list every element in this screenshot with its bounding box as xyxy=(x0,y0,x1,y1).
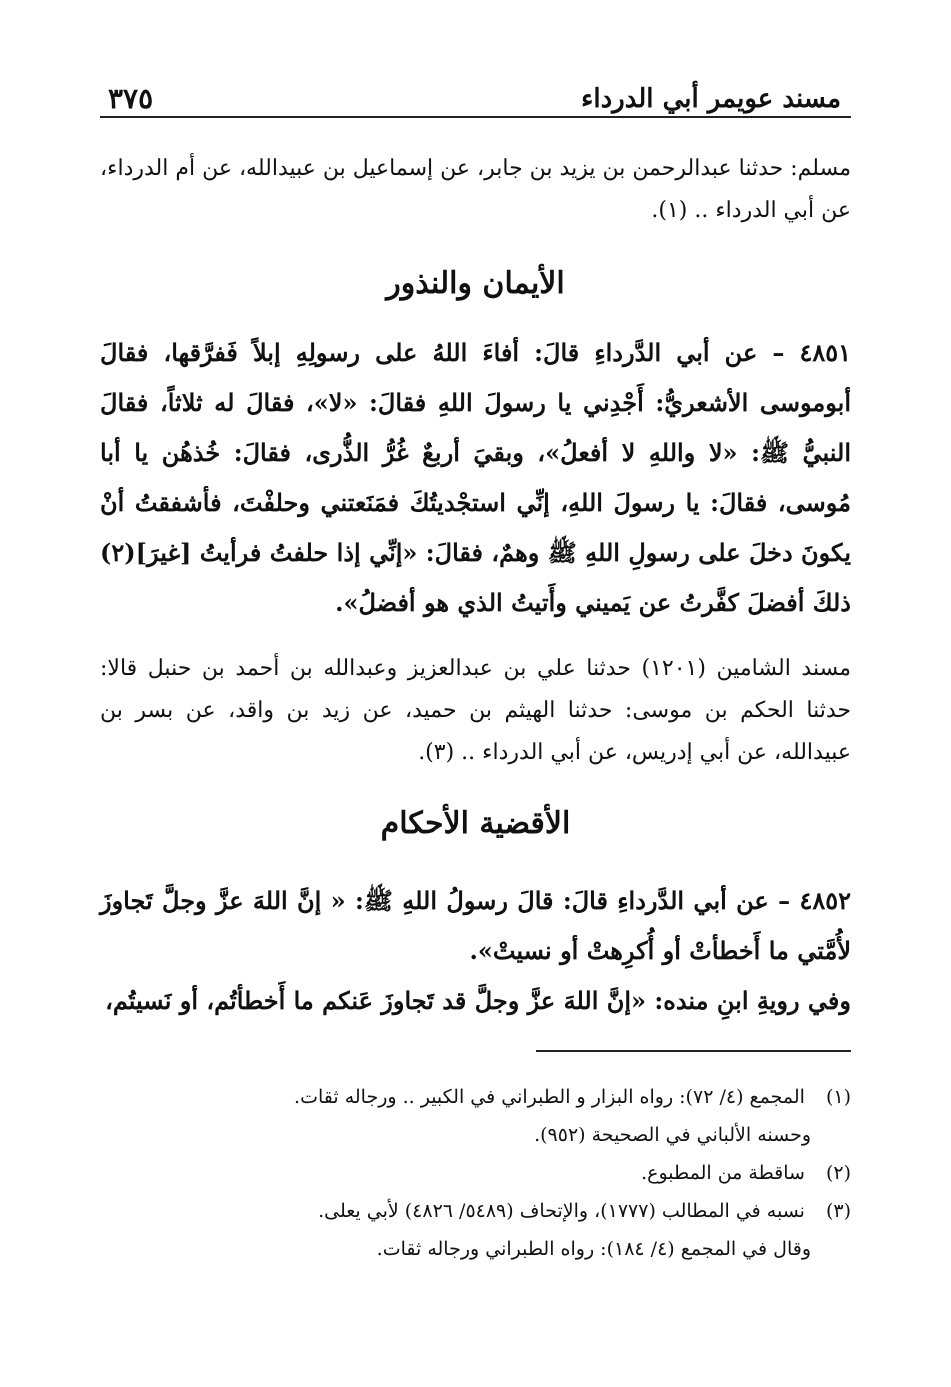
footnote-1 xyxy=(100,1078,851,1116)
footnote-number: (٣) xyxy=(825,1200,851,1222)
page-number: ٣٧٥ xyxy=(108,82,154,115)
section-title-oaths: الأيمان والنذور xyxy=(386,266,565,301)
footnote-3-continued xyxy=(100,1230,851,1268)
running-header xyxy=(100,80,851,120)
hadith-4851-source: مسند الشامين (١٢٠١) حدثنا علي بن عبدالعزيز وعبدالله بن أحمد بن حنبل قالا: حدثنا الحكم بن موسى: حدثنا الهيثم بن حميد، عن زيد بن واقد، عن بسر بن عبيدالله، عن أبي إدريس، عن أبي الدرداء .. (٣). xyxy=(100,656,852,765)
footnote-text: ساقطة من المطبوع. xyxy=(641,1162,805,1184)
footnote-number: (٢) xyxy=(825,1162,851,1184)
footnote-text: وقال في المجمع (٤/ ١٨٤): رواه الطبراني ورجاله ثقات. xyxy=(376,1238,811,1260)
header-rule xyxy=(100,116,851,118)
running-title: مسند عويمر أبي الدرداء xyxy=(581,84,841,114)
footnote-text: المجمع (٤/ ٧٢): رواه البزار و الطبراني في الكبير .. ورجاله ثقات. xyxy=(294,1086,805,1108)
section-title-judgments: الأقضية الأحكام xyxy=(380,806,571,841)
intro-line-2: عن أبي الدرداء .. (١). xyxy=(651,198,851,223)
intro-line-1: مسلم: حدثنا عبدالرحمن بن يزيد بن جابر، عن إسماعيل بن عبيدالله، عن أم الدرداء، xyxy=(100,156,851,181)
footnotes xyxy=(100,1078,851,1268)
footnote-1-continued xyxy=(100,1116,851,1154)
hadith-4852: ٤٨٥٢ – عن أبي الدَّرداءِ قالَ: قالَ رسولُ اللهِ ﷺ: « إنَّ اللهَ عزَّ وجلَّ تَجاوزَ لأُمَّتي ما أَخطأتْ أو أُكرِهتْ أو نسيتْ». xyxy=(100,886,851,965)
hadith-4852-variant: وفي رويةِ ابنِ منده: «إنَّ اللهَ عزَّ وجلَّ قد تَجاوزَ عَنكم ما أَخطأتُم، أو نَسيتُم، xyxy=(105,986,851,1015)
intro-isnad xyxy=(100,148,851,232)
footnote-text: نسبه في المطالب (١٧٧٧)، والإتحاف (٥٤٨٩/ ٤٨٢٦) لأبي يعلى. xyxy=(318,1200,805,1222)
footnote-number: (١) xyxy=(825,1086,851,1108)
footnote-3 xyxy=(100,1192,851,1230)
footnote-text: وحسنه الألباني في الصحيحة (٩٥٢). xyxy=(534,1124,811,1146)
hadith-4851: ٤٨٥١ – عن أبي الدَّرداءِ قالَ: أفاءَ اللهُ على رسولِهِ إبلاً فَفرَّقها، فقالَ أبوموسى الأشعريُّ: أَجْدِني يا رسولَ اللهِ فقالَ: «لا»، فقالَ له ثلاثاً، فقالَ النبيُّ ﷺ: «لا واللهِ لا أفعلُ»، وبقيَ أربعٌ غُرُّ الذُّرى، فقالَ: خُذهُن يا أبا مُوسى، فقالَ: يا رسولَ اللهِ، إنِّي استجْديتُكَ فمَنَعتني وحلفْتَ، فأشفقتُ أنْ يكونَ دخلَ على رسولِ اللهِ ﷺ وهمٌ، فقالَ: «إنِّي إذا حلفتُ فرأيتُ [غيرَ](٢) ذلكَ أفضلَ كفَّرتُ عن يَميني وأَتيتُ الذي هو أفضلُ». xyxy=(100,338,851,617)
footnote-2 xyxy=(100,1154,851,1192)
book-page xyxy=(100,0,851,1387)
footnote-rule xyxy=(536,1050,851,1052)
